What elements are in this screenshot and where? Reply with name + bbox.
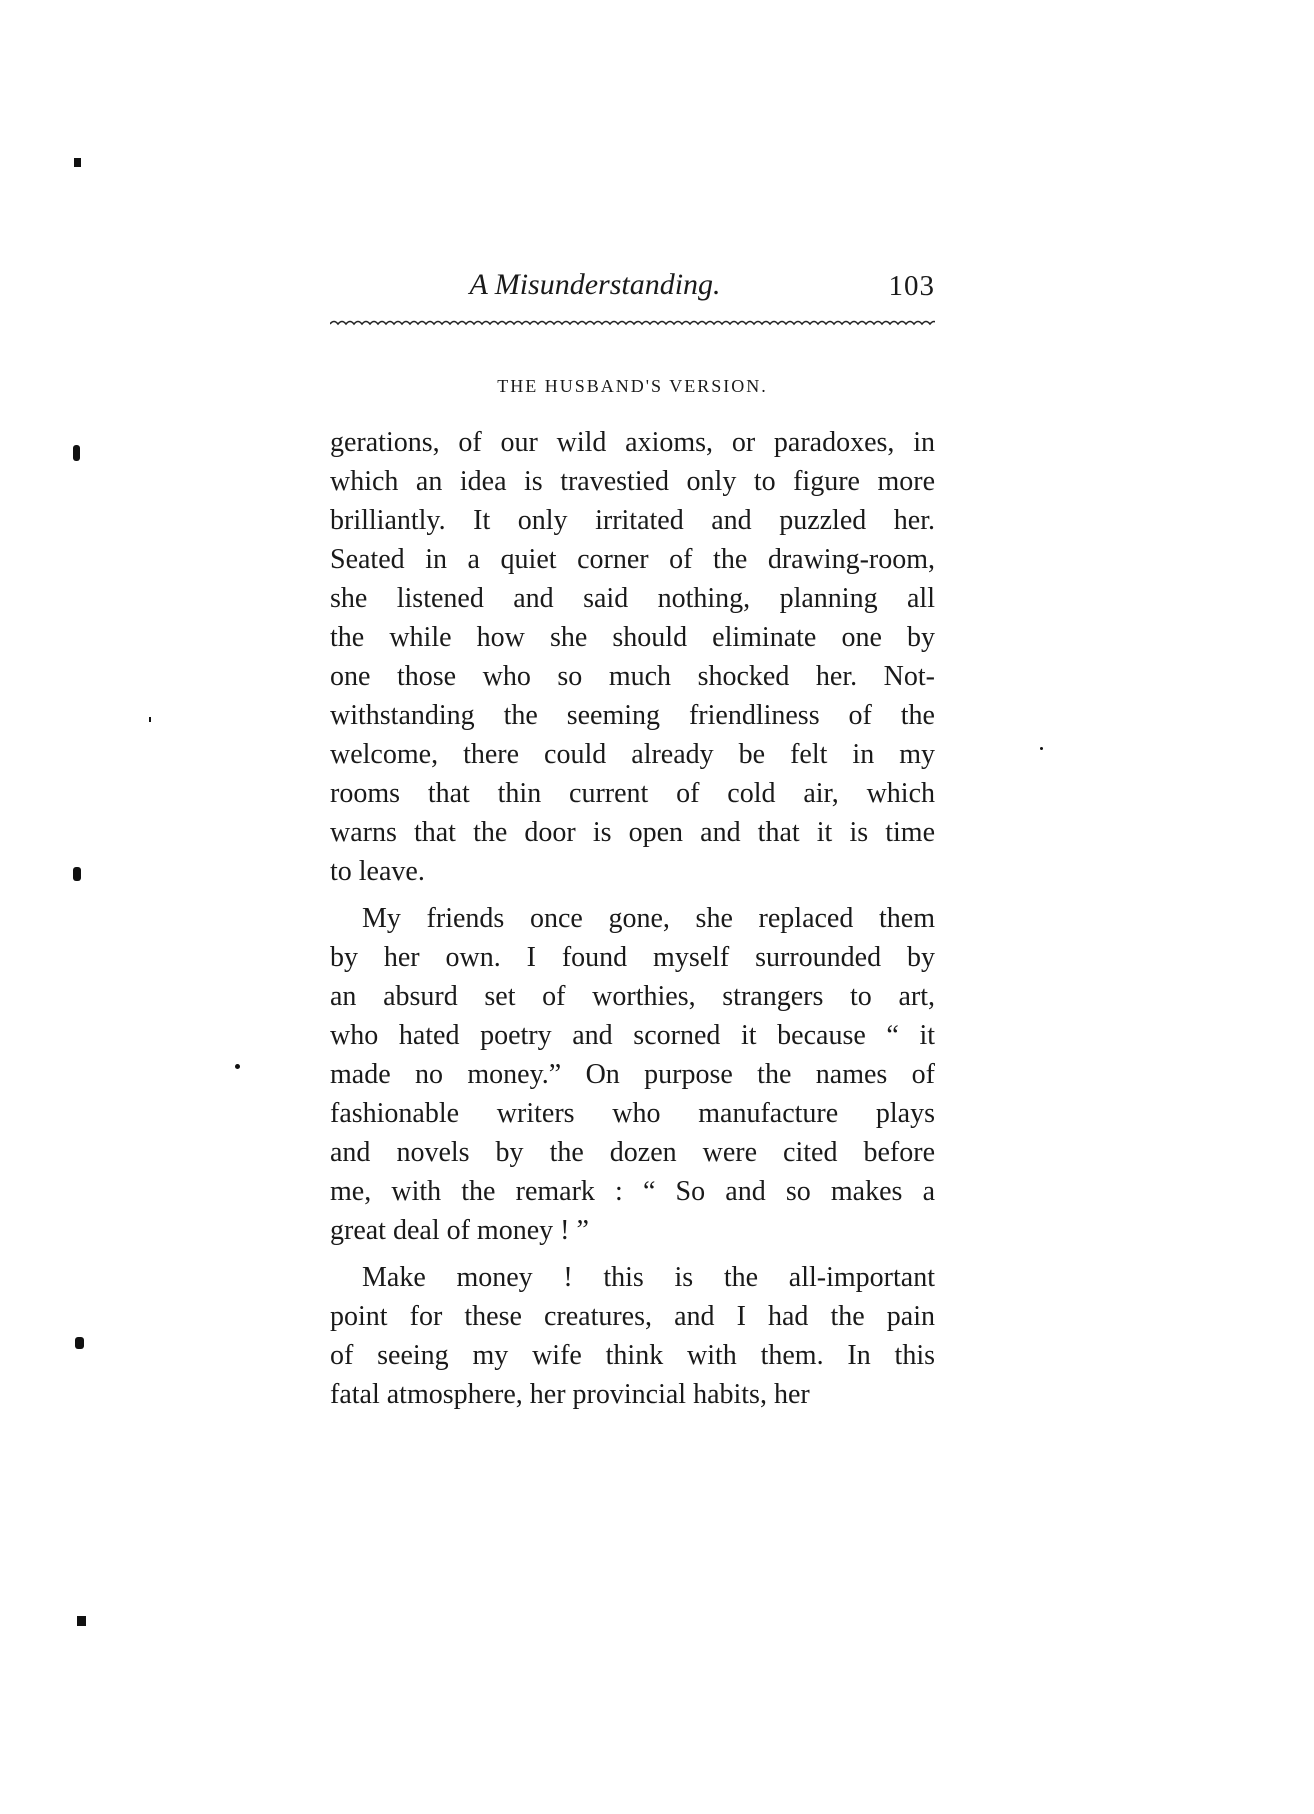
scan-speck [74,158,81,167]
text-line: one those who so much shocked her. Not- [330,661,935,692]
text-line: Seated in a quiet corner of the drawing-room, [330,544,935,575]
text-line: of seeing my wife think with them. In this [330,1340,935,1371]
text-line: Make money ! this is the all-important [362,1262,935,1293]
scan-speck [149,717,151,722]
text-line: warns that the door is open and that it is time [330,817,935,848]
scan-speck [75,1337,84,1349]
text-line: the while how she should eliminate one by [330,622,935,653]
ornamental-rule [330,318,935,328]
text-line: great deal of money ! ” [330,1215,589,1246]
running-title: A Misunderstanding. [469,268,721,301]
scan-speck [73,445,80,461]
text-line: and novels by the dozen were cited before [330,1137,935,1168]
text-line: she listened and said nothing, planning all [330,583,935,614]
paragraph [330,899,935,1250]
text-line: My friends once gone, she replaced them [362,903,935,934]
text-line: welcome, there could already be felt in my [330,739,935,770]
text-line: to leave. [330,856,425,887]
text-line: point for these creatures, and I had the pain [330,1301,935,1332]
text-line: which an idea is travestied only to figure more [330,466,935,497]
text-line: withstanding the seeming friendliness of the [330,700,935,731]
text-line: an absurd set of worthies, strangers to art, [330,981,935,1012]
text-line: me, with the remark : “ So and so makes a [330,1176,935,1207]
text-line: gerations, of our wild axioms, or paradoxes, in [330,427,935,458]
page-number: 103 [888,270,935,302]
paragraph [330,1258,935,1414]
paragraph [330,423,935,891]
text-line: fatal atmosphere, her provincial habits, her [330,1379,810,1410]
text-line: fashionable writers who manufacture plays [330,1098,935,1129]
scan-speck [235,1064,240,1069]
scan-speck [1040,747,1043,750]
body-text [330,423,935,1414]
text-line: brilliantly. It only irritated and puzzled her. [330,505,935,536]
text-line: who hated poetry and scorned it because “ it [330,1020,935,1051]
section-heading: THE HUSBAND'S VERSION. [497,376,768,396]
text-line: made no money.” On purpose the names of [330,1059,935,1090]
text-line: rooms that thin current of cold air, which [330,778,935,809]
scan-speck [77,1616,86,1626]
text-line: by her own. I found myself surrounded by [330,942,935,973]
running-head [330,268,935,308]
scan-speck [73,867,81,881]
